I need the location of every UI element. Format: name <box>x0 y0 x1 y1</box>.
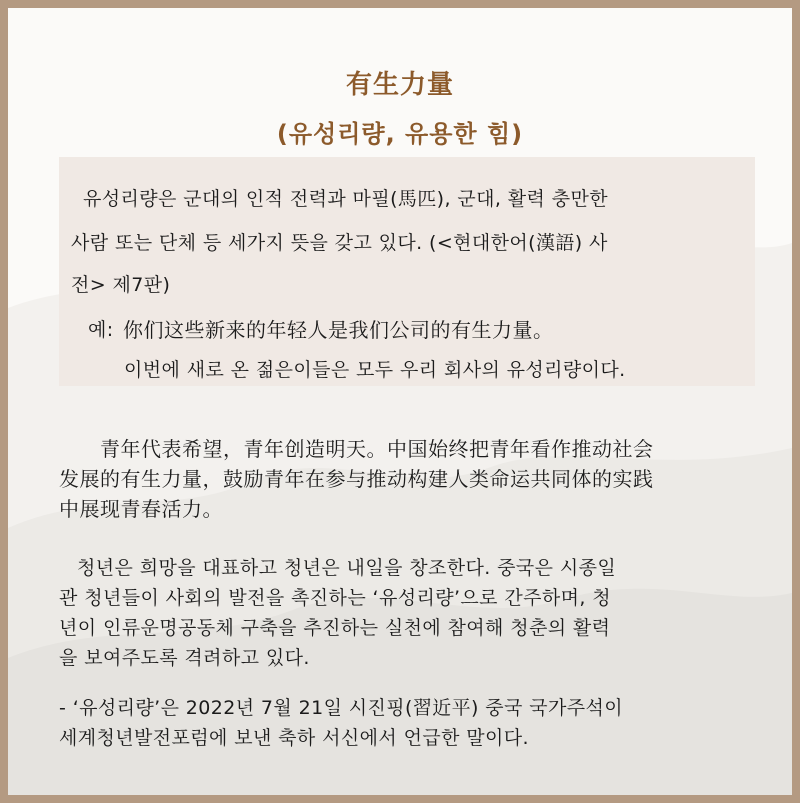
definition-line: 유성리량은 군대의 인적 전력과 마필(馬匹), 군대, 활력 충만한 <box>83 188 608 210</box>
korean-paragraph-line: 청년은 희망을 대표하고 청년은 내일을 창조한다. 중국은 시종일 <box>77 557 617 579</box>
footnote-line: - ‘유성리량’은 2022년 7월 21일 시진핑(習近平) 중국 국가주석이 <box>59 697 624 719</box>
page-title: 有生力量 <box>345 70 454 100</box>
example-prefix: 예: <box>88 319 114 341</box>
definition-line: 사람 또는 단체 등 세가지 뜻을 갖고 있다. (<현대한어(漢語) 사 <box>71 232 608 254</box>
example-chinese: 你们这些新来的年轻人是我们公司的有生力量。 <box>123 318 554 342</box>
korean-paragraph-line: 을 보여주도록 격려하고 있다. <box>59 647 310 669</box>
korean-paragraph-line: 년이 인류운명공동체 구축을 추진하는 실천에 참여해 청춘의 활력 <box>59 617 611 639</box>
chinese-paragraph-line: 发展的有生力量，鼓励青年在参与推动构建人类命运共同体的实践 <box>59 467 654 491</box>
article-card <box>8 8 792 795</box>
chinese-paragraph-line: 中展现青春活力。 <box>59 497 223 521</box>
footnote-line: 세계청년발전포럼에 보낸 축하 서신에서 언급한 말이다. <box>59 727 529 749</box>
chinese-paragraph-line: 青年代表希望，青年创造明天。中国始终把青年看作推动社会 <box>100 437 654 461</box>
korean-paragraph-line: 관 청년들이 사회의 발전을 촉진하는 ‘유성리량’으로 간주하며, 청 <box>59 587 612 609</box>
definition-line: 전> 제7판) <box>71 274 171 296</box>
page-subtitle: (유성리량, 유용한 힘) <box>276 120 524 148</box>
example-korean: 이번에 새로 온 젊은이들은 모두 우리 회사의 유성리량이다. <box>124 359 626 381</box>
